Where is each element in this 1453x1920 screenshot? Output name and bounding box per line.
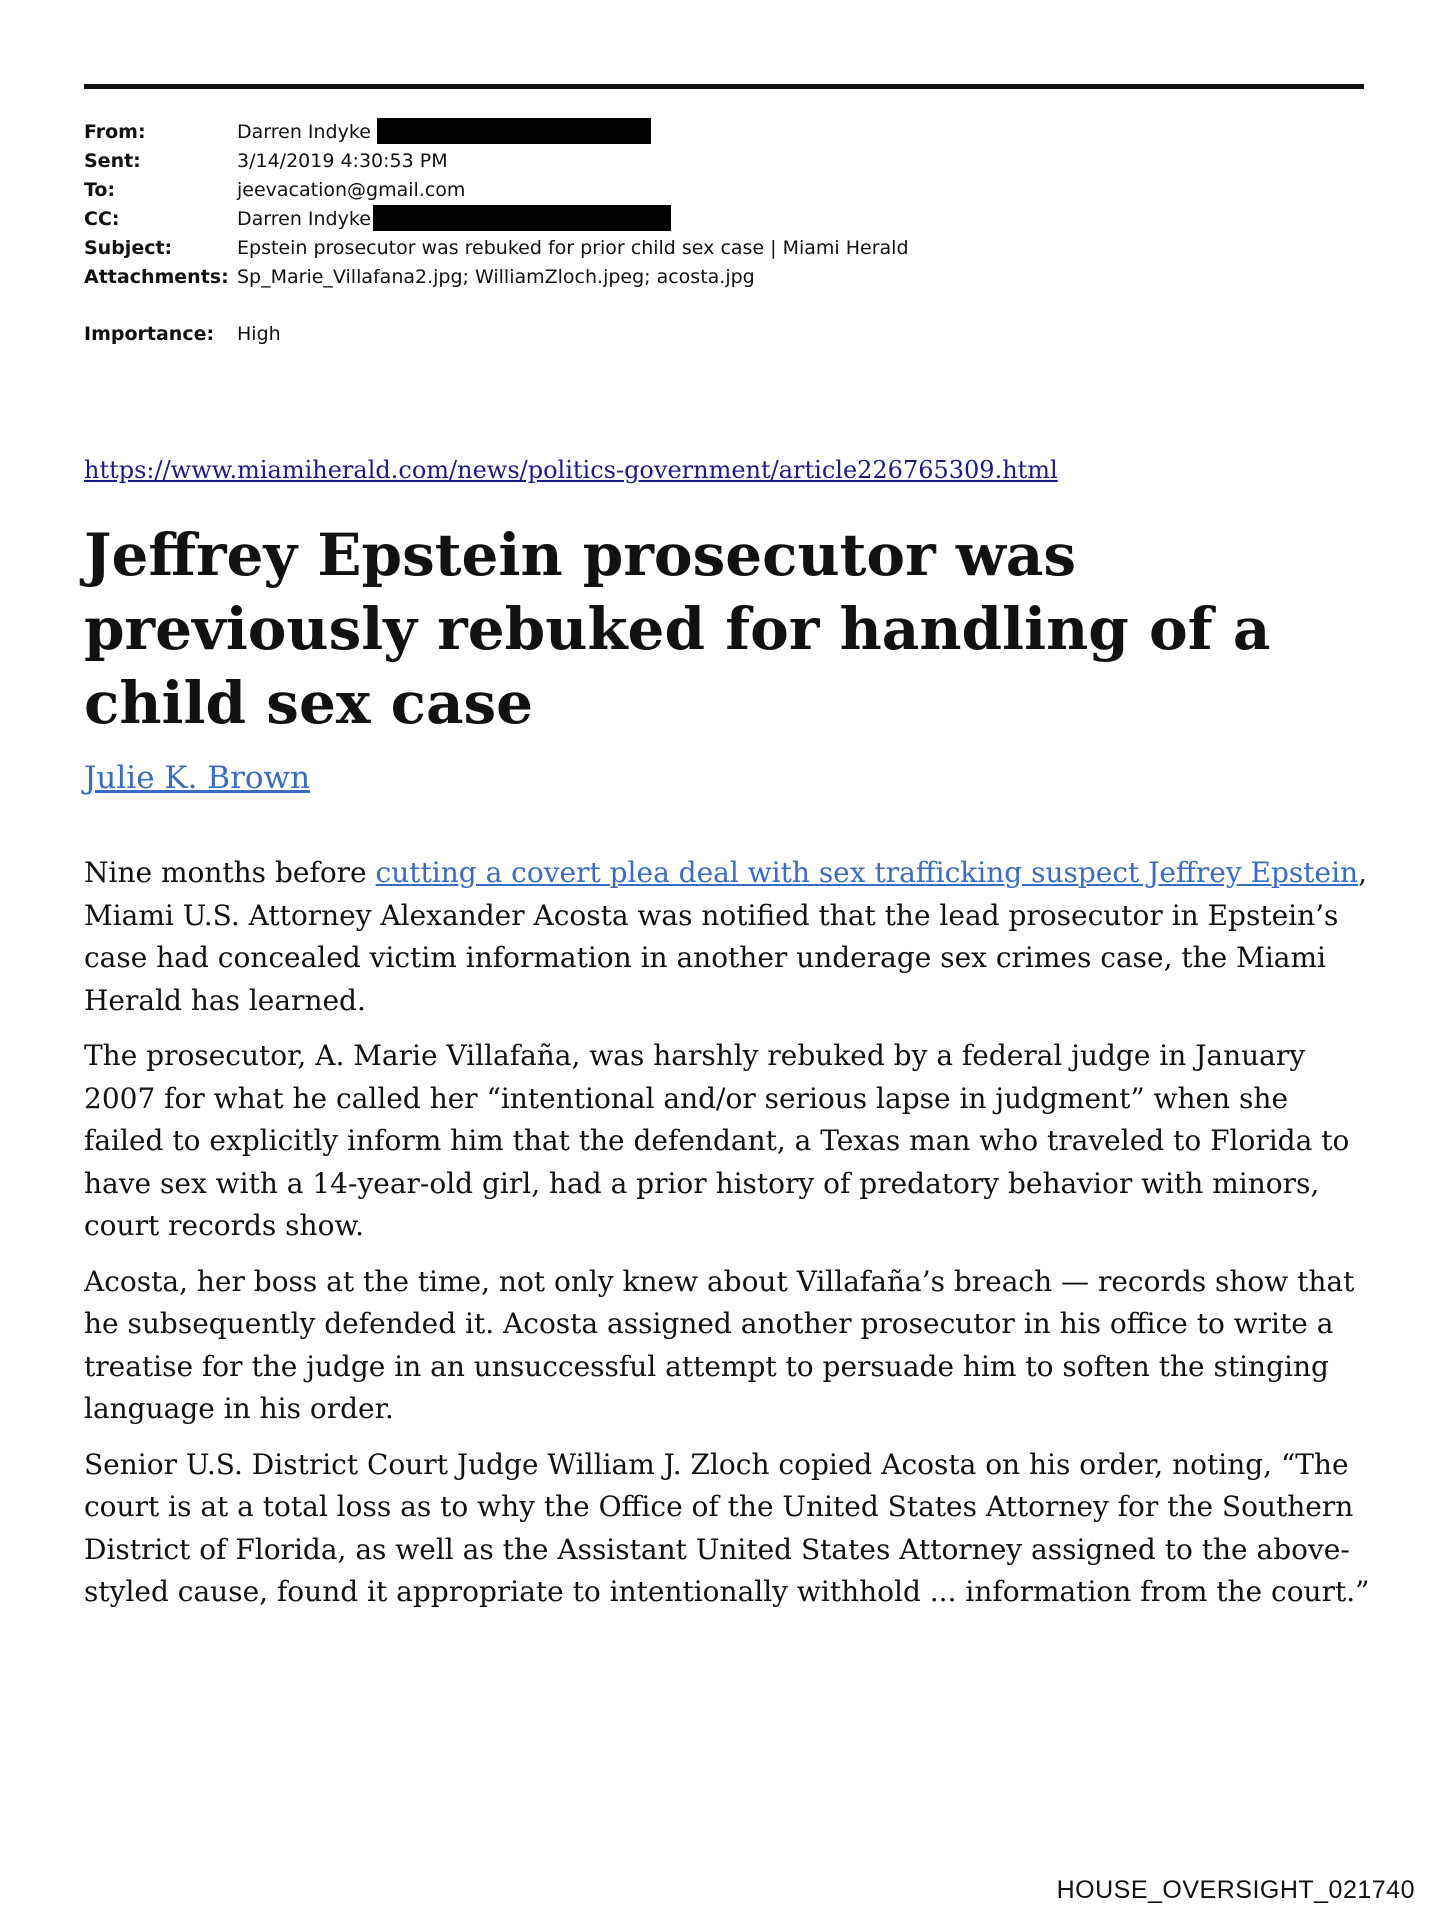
from-value bbox=[237, 118, 651, 146]
article-body bbox=[84, 852, 1374, 1627]
paragraph-1-rest: , Miami U.S. Attorney Alexander Acosta was notified that the lead prosecutor in Epstein’s case had concealed victim information in another underage sex crimes case, the Miami Herald has learned. bbox=[84, 856, 1367, 1017]
to-label: To: bbox=[84, 179, 116, 201]
author-link[interactable]: Julie K. Brown bbox=[84, 760, 311, 796]
article-headline: Jeffrey Epstein prosecutor was previously rebuked for handling of a child sex case bbox=[84, 521, 1271, 737]
plea-deal-link[interactable]: cutting a covert plea deal with sex trafficking suspect Jeffrey Epstein bbox=[375, 856, 1359, 889]
to-value: jeevacation@gmail.com bbox=[237, 179, 466, 201]
paragraph-1-lead: Nine months before bbox=[84, 856, 376, 889]
from-label: From: bbox=[84, 121, 146, 143]
bates-number: HOUSE_OVERSIGHT_021740 bbox=[1056, 1876, 1415, 1904]
paragraph-3: Acosta, her boss at the time, not only knew about Villafaña’s breach — records show that he subsequently defended it. Acosta assigned another prosecutor in his office to write a treatise for the judge in an unsuccessful attempt to persuade him to soften the stinging language in his order. bbox=[84, 1264, 1355, 1425]
importance-label: Importance: bbox=[84, 323, 215, 345]
importance-value: High bbox=[237, 323, 281, 345]
attachments-label: Attachments: bbox=[84, 266, 229, 288]
subject-value: Epstein prosecutor was rebuked for prior child sex case | Miami Herald bbox=[237, 237, 909, 259]
article-url-link[interactable]: https://www.miamiherald.com/news/politics-government/article226765309.html bbox=[84, 456, 1058, 484]
redaction-box bbox=[373, 205, 671, 231]
cc-name: Darren Indyke bbox=[237, 208, 371, 230]
cc-label: CC: bbox=[84, 208, 120, 230]
paragraph-2: The prosecutor, A. Marie Villafaña, was harshly rebuked by a federal judge in January 2007 for what he called her “intentional and/or serious lapse in judgment” when she failed to explicitly inform him that the defendant, a Texas man who traveled to Florida to have sex with a 14-year-old girl, had a prior history of predatory behavior with minors, court records show. bbox=[84, 1039, 1350, 1242]
paragraph-1 bbox=[84, 852, 1374, 1022]
cc-value bbox=[237, 205, 671, 233]
redaction-box bbox=[377, 118, 651, 144]
sent-label: Sent: bbox=[84, 150, 141, 172]
from-name: Darren Indyke bbox=[237, 121, 371, 143]
paragraph-4: Senior U.S. District Court Judge William J. Zloch copied Acosta on his order, noting, “The court is at a total loss as to why the Office of the United States Attorney for the Southern District of Florida, as well as the Assistant United States Attorney assigned to the above-styled cause, found it appropriate to intentionally withhold ... information from the court.” bbox=[84, 1447, 1370, 1608]
attachments-value: Sp_Marie_Villafana2.jpg; WilliamZloch.jpeg; acosta.jpg bbox=[237, 266, 755, 288]
top-rule bbox=[84, 84, 1364, 89]
subject-label: Subject: bbox=[84, 237, 173, 259]
sent-value: 3/14/2019 4:30:53 PM bbox=[237, 150, 448, 172]
